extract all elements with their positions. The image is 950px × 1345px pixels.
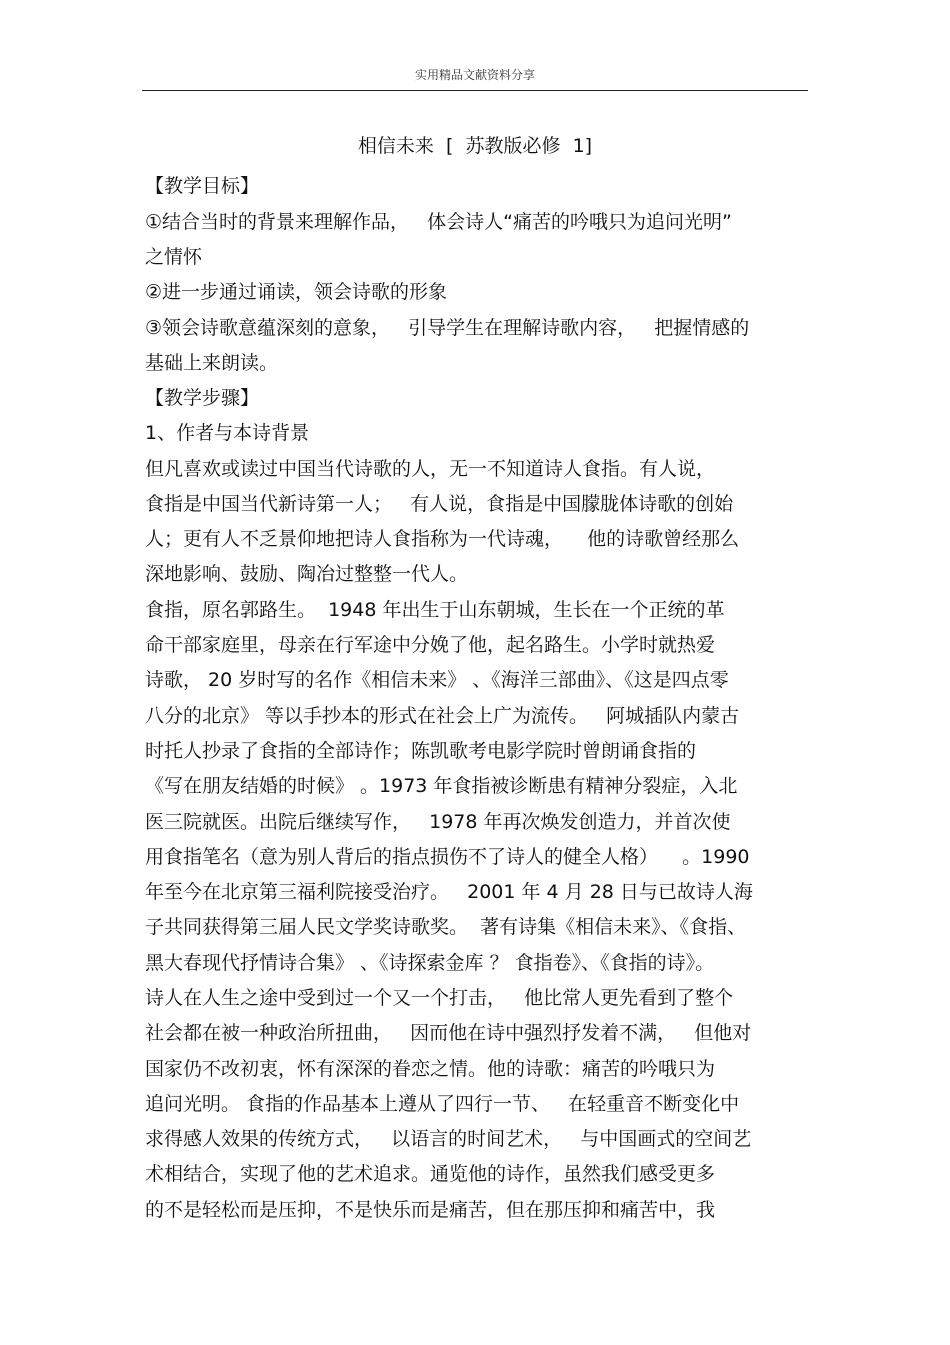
body-line: 深地影响、鼓励、陶冶过整整一代人。 [145,563,469,585]
body-line: 基础上来朗读。 [145,352,279,374]
body-line: 诗人在人生之途中受到过一个又一个打击， 他比常人更先看到了整个 [145,987,734,1009]
body-line: ①结合当时的背景来理解作品， 体会诗人“痛苦的吟哦只为追问光明” [145,211,732,233]
body-line: 人；更有人不乏景仰地把诗人食指称为一代诗魂， 他的诗歌曾经那么 [145,528,740,550]
section-heading-objectives: 【教学目标】 [145,175,260,197]
header-divider [142,90,808,91]
body-line: 《写在朋友结婚的时候》 。1973 年食指被诊断患有精神分裂症，入北 [145,775,738,797]
body-line: 黑大春现代抒情诗合集》 、《诗探索金库 ？ 食指卷》、《食指的诗》。 [145,952,715,974]
body-line: 求得感人效果的传统方式， 以语言的时间艺术， 与中国画式的空间艺 [145,1128,752,1150]
subsection-heading: 1、作者与本诗背景 [145,422,310,444]
body-line: 八分的北京》 等以手抄本的形式在社会上广为流传。 阿城插队内蒙古 [145,705,740,727]
body-line: 子共同获得第三届人民文学奖诗歌奖。 著有诗集《相信未来》、《食指、 [145,916,747,938]
body-line: 食指是中国当代新诗第一人； 有人说，食指是中国朦胧体诗歌的创始 [145,493,734,515]
body-line: ③领会诗歌意蕴深刻的意象， 引导学生在理解诗歌内容， 把握情感的 [145,317,750,339]
body-line: 社会都在被一种政治所扭曲， 因而他在诗中强烈抒发着不满， 但他对 [145,1022,752,1044]
body-line: 的不是轻松而是压抑，不是快乐而是痛苦，但在那压抑和痛苦中，我 [145,1199,716,1221]
body-line: 用食指笔名（意为别人背后的指点损伤不了诗人的健全人格） 。1990 [145,846,750,868]
body-line: 诗歌， 20 岁时写的名作《相信未来》 、《海洋三部曲》、《这是四点零 [145,669,729,691]
body-line: 之情怀 [145,246,203,268]
document-title: 相信未来 [ 苏教版必修 1] [357,135,593,157]
body-line: 医三院就医。出院后继续写作， 1978 年再次焕发创造力，并首次使 [145,811,731,833]
body-line: 追问光明。 食指的作品基本上遵从了四行一节、 在轻重音不断变化中 [145,1093,740,1115]
header-text: 实用精品文献资料分享 [414,68,535,82]
body-line: 食指，原名郭路生。 1948 年出生于山东朝城，生长在一个正统的革 [145,599,725,621]
body-line: 但凡喜欢或读过中国当代诗歌的人，无一不知道诗人食指。有人说， [145,458,716,480]
body-line: 国家仍不改初衷，怀有深深的眷恋之情。他的诗歌：痛苦的吟哦只为 [145,1058,716,1080]
body-line: 时托人抄录了食指的全部诗作；陈凯歌考电影学院时曾朗诵食指的 [145,740,697,762]
body-line: 术相结合，实现了他的艺术追求。通览他的诗作，虽然我们感受更多 [145,1163,716,1185]
body-line: 命干部家庭里，母亲在行军途中分娩了他，起名路生。小学时就热爱 [145,634,716,656]
body-line: ②进一步通过诵读，领会诗歌的形象 [145,281,448,303]
body-line: 年至今在北京第三福利院接受治疗。 2001 年 4 月 28 日与已故诗人海 [145,881,753,903]
section-heading-steps: 【教学步骤】 [145,387,260,409]
